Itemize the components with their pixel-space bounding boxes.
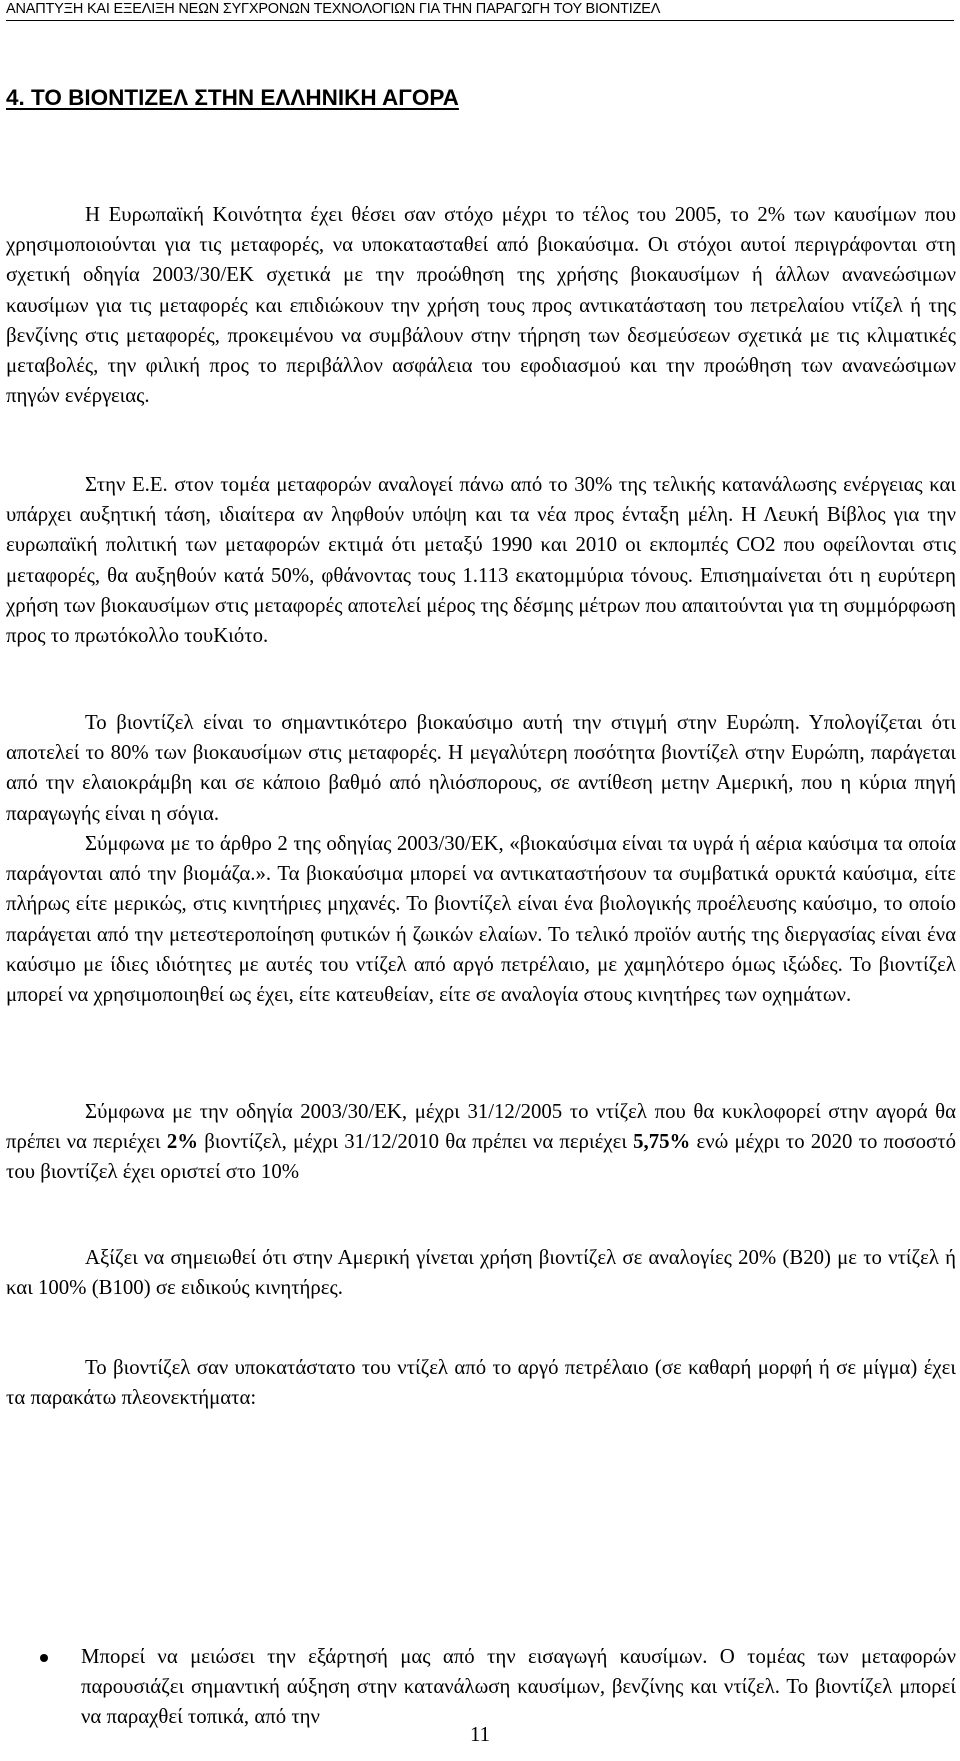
target-5-75-percent: 5,75% <box>633 1130 691 1154</box>
header-divider <box>6 20 954 21</box>
section-heading: 4. ΤΟ ΒΙΟΝΤΙΖΕΛ ΣΤΗΝ ΕΛΛΗΝΙΚΗ ΑΓΟΡΑ <box>6 85 459 110</box>
paragraph-biodiesel-europe: Το βιοντίζελ είναι το σημαντικότερο βιοκαύσιμο αυτή την στιγμή στην Ευρώπη. Υπολογίζεται ότι αποτελεί το 80% των βιοκαυσίμων στις μεταφορές. Η μεγαλύτερη ποσότητα βιοντίζελ στην Ευρώπη, παράγεται από την ελαιοκράμβη και σε κάποιο βαθμό από ηλιόσπορους, σε αντίθεση μετην Αμερική, που η κύρια πηγή παραγωγής είναι η σόγια. <box>6 711 956 825</box>
page-number: 11 <box>469 1723 491 1746</box>
paragraph-america-blends: Αξίζει να σημειωθεί ότι στην Αμερική γίνεται χρήση βιοντίζελ σε αναλογίες 20% (Β20) με το ντίζελ ή και 100% (Β100) σε ειδικούς κινητήρες. <box>6 1246 956 1300</box>
paragraph-eu-target: Η Ευρωπαϊκή Κοινότητα έχει θέσει σαν στόχο μέχρι το τέλος του 2005, το 2% των καυσίμων που χρησιμοποιούνται για τις μεταφορές, να υποκατασταθεί από βιοκαύσιμα. Οι στόχοι αυτοί περιγράφονται στη σχετική οδηγία 2003/30/ΕΚ σχετικά με την προώθηση της χρήσης βιοκαυσίμων ή άλλων ανανεώσιμων καυσίμων για τις μεταφορές και επιδιώκουν την χρήση τους προς αντικατάσταση του πετρελαίου ντίζελ ή της βενζίνης στις μεταφορές, προκειμένου να συμβάλουν στην τήρηση των δεσμεύσεων σχετικά με τις κλιματικές μεταβολές, την φιλική προς το περιβάλλον ασφάλεια του εφοδιασμού και την προώθηση των ανανεώσιμων πηγών ενέργειας. <box>6 203 956 408</box>
list-item-text: Μπορεί να μειώσει την εξάρτησή μας από την εισαγωγή καυσίμων. Ο τομέας των μεταφορών παρουσιάζει σημαντική αύξηση στην κατανάλωση καυσίμων, βενζίνης και ντίζελ. Το βιοντίζελ μπορεί να παραχθεί τοπικά, από την <box>81 1645 956 1729</box>
paragraph-directive-definition: Σύμφωνα με το άρθρο 2 της οδηγίας 2003/30/ΕΚ, «βιοκαύσιμα είναι τα υγρά ή αέρια καύσιμα τα οποία παράγονται από την βιομάζα.». Τα βιοκαύσιμα μπορεί να αντικαταστήσουν τα συμβατικά ορυκτά καύσιμα, είτε πλήρως είτε μερικώς, στις κινητήριες μηχανές. Το βιοντίζελ είναι ένα βιολογικής προέλευσης καύσιμο, το οποίο παράγεται από την μετεστεροποίηση φυτικών ή ζωικών ελαίων. Το τελικό προϊόν αυτής της διεργασίας είναι ένα καύσιμο με ίδιες ιδιότητες με αυτές του ντίζελ από αργό πετρέλαιο, με χαμηλότερο όμως ιξώδες. Το βιοντίζελ μπορεί να χρησιμοποιηθεί ως έχει, είτε κατευθείαν, είτε σε αναλογία στους κινητήρες των οχημάτων. <box>6 832 956 1007</box>
targets-text-2: βιοντίζελ, μέχρι 31/12/2010 θα πρέπει να περιέχει <box>198 1130 634 1154</box>
running-header: ΑΝΑΠΤΥΞΗ ΚΑΙ ΕΞΕΛΙΞΗ ΝΕΩΝ ΣΥΓΧΡΟΝΩΝ ΤΕΧΝΟΛΟΓΙΩΝ ΓΙΑ ΤΗΝ ΠΑΡΑΓΩΓΗ ΤΟΥ ΒΙΟΝΤΙΖΕΛ <box>6 1 661 17</box>
bullet-icon <box>40 1654 48 1662</box>
paragraph-advantages-intro: Το βιοντίζελ σαν υποκατάστατο του ντίζελ από το αργό πετρέλαιο (σε καθαρή μορφή ή σε μίγμα) έχει τα παρακάτω πλεονεκτήματα: <box>6 1356 956 1410</box>
targets-text-3: ενώ μέχρι το 2020 το ποσοστό του βιοντίζελ έχει οριστεί στο 10% <box>6 1130 957 1184</box>
paragraph-directive-targets <box>6 1097 956 1188</box>
targets-text-1: Σύμφωνα με την οδηγία 2003/30/ΕΚ, μέχρι 31/12/2005 το ντίζελ που θα κυκλοφορεί στην αγορά θα πρέπει να περιέχει <box>6 1100 956 1154</box>
target-2-percent: 2% <box>166 1130 199 1154</box>
paragraph-transport-energy: Στην Ε.Ε. στον τομέα μεταφορών αναλογεί πάνω από το 30% της τελικής κατανάλωσης ενέργειας και υπάρχει αυξητική τάση, ιδιαίτερα αν ληφθούν υπόψη και τα νέα προς ένταξη μέλη. Η Λευκή Βίβλος για την ευρωπαϊκή πολιτική των μεταφορών εκτιμά ότι μεταξύ 1990 και 2010 οι εκπομπές CO2 που οφείλονται στις μεταφορές, θα αυξηθούν κατά 50%, φθάνοντας τους 1.113 εκατομμύρια τόνους. Επισημαίνεται ότι η ευρύτερη χρήση των βιοκαυσίμων στις μεταφορές αποτελεί μέρος της δέσμης μέτρων που απαιτούνται για τη συμμόρφωση προς το πρωτόκολλο τουΚιότο. <box>6 473 956 648</box>
